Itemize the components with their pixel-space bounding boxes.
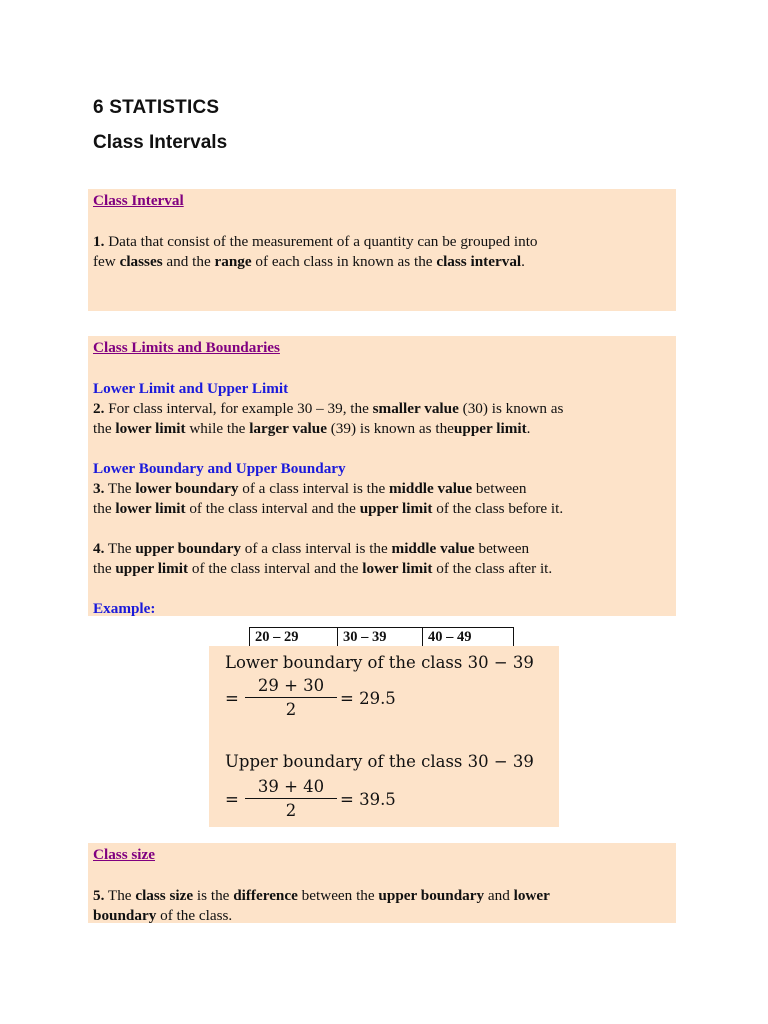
lower-boundary-result: = 29.5 (340, 689, 396, 708)
table-cell: 30 – 39 (338, 628, 423, 647)
class-interval-box (88, 189, 676, 311)
class-interval-link[interactable]: Class Interval (93, 192, 184, 209)
example-label: Example: (93, 600, 156, 617)
class-limits-box (88, 336, 676, 616)
paragraph-3: 3. The lower boundary of a class interval is the middle value between the lower limit of the class interval and the upper limit of the class before it. (93, 480, 564, 517)
class-size-link[interactable]: Class size (93, 846, 156, 863)
paragraph-1: 1. Data that consist of the measurement of a quantity can be grouped into few classes and the range of each class in known as the class interval. (93, 233, 538, 270)
lower-boundary-label: Lower boundary of the class 30 − 39 (225, 653, 534, 672)
subheading-boundaries: Lower Boundary and Upper Boundary (93, 460, 346, 477)
boundary-calculation (209, 646, 559, 827)
paragraph-4: 4. The upper boundary of a class interval is the middle value between the upper limit of the class interval and the lower limit of the class after it. (93, 540, 553, 577)
upper-boundary-fraction: 39 + 40 2 (245, 777, 337, 820)
paragraph-2: 2. For class interval, for example 30 – 39, the smaller value (30) is known as the lower limit while the larger value (39) is known as theupper limit. (93, 400, 564, 437)
lower-boundary-equals: = (225, 689, 239, 708)
paragraph-5: 5. The class size is the difference between the upper boundary and lower boundary of the class. (93, 887, 550, 924)
lower-boundary-fraction: 29 + 30 2 (245, 676, 337, 719)
upper-boundary-result: = 39.5 (340, 790, 396, 809)
class-limits-link[interactable]: Class Limits and Boundaries (93, 339, 280, 356)
class-size-box (88, 843, 676, 923)
upper-boundary-equals: = (225, 790, 239, 809)
page-title: 6 STATISTICS (93, 97, 220, 118)
section-title: Class Intervals (93, 132, 228, 153)
subheading-limits: Lower Limit and Upper Limit (93, 380, 289, 397)
upper-boundary-label: Upper boundary of the class 30 − 39 (225, 752, 534, 771)
table-cell: 40 – 49 (423, 628, 514, 647)
example-class-table (249, 627, 514, 647)
table-cell: 20 – 29 (250, 628, 338, 647)
